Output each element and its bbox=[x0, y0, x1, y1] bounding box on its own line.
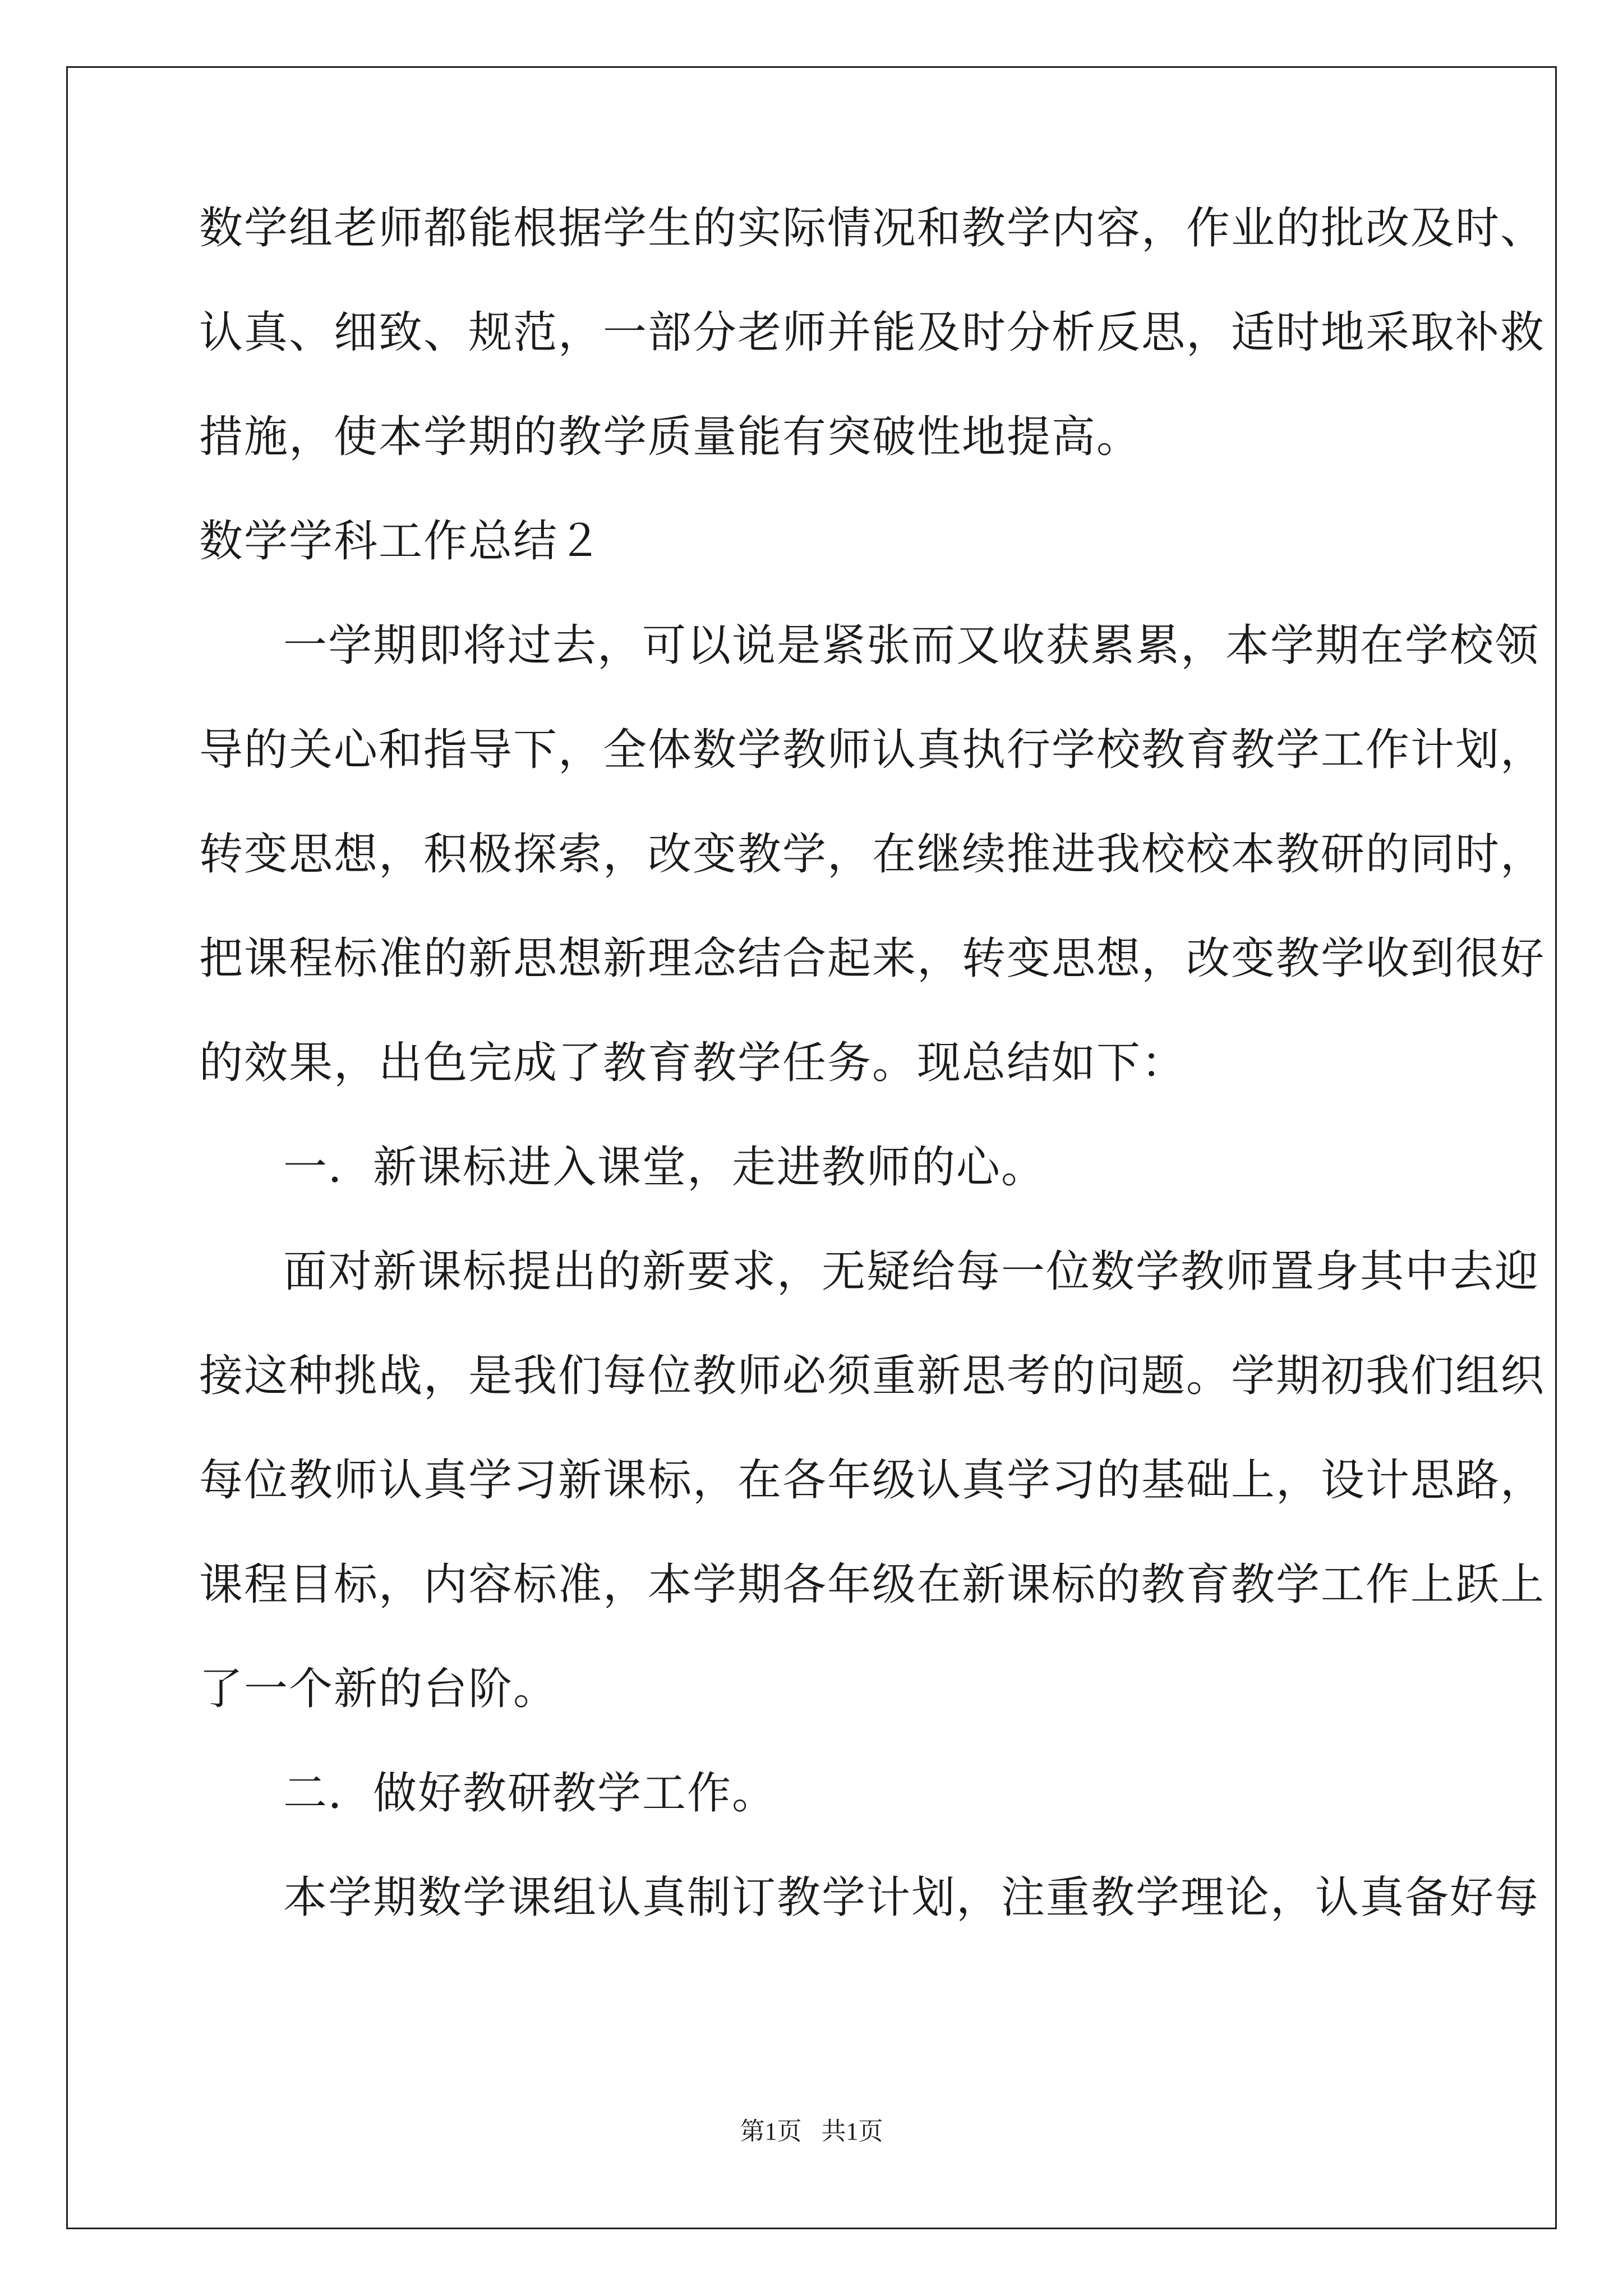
text-line: 转变思想，积极探索，改变教学，在继续推进我校校本教研的同时， bbox=[199, 829, 1546, 880]
text-line: 的效果，出色完成了教育教学任务。现总结如下： bbox=[199, 1038, 1187, 1088]
document-body bbox=[199, 202, 1546, 1976]
text-line: 一学期即将过去，可以说是紧张而又收获累累，本学期在学校领 bbox=[283, 620, 1540, 671]
page-footer bbox=[0, 2115, 1623, 2148]
text-line: 课程目标，内容标准，本学期各年级在新课标的教育教学工作上跃上 bbox=[199, 1559, 1546, 1610]
text-line: 措施，使本学期的教学质量能有突破性地提高。 bbox=[199, 412, 1142, 462]
section-heading: 数学学科工作总结２ bbox=[199, 516, 603, 567]
subheading: 一．新课标进入课堂，走进教师的心。 bbox=[283, 1142, 1046, 1193]
text-line: 本学期数学课组认真制订教学计划，注重教学理论，认真备好每 bbox=[283, 1872, 1540, 1923]
text-line: 把课程标准的新思想新理念结合起来，转变思想，改变教学收到很好 bbox=[199, 933, 1546, 984]
page-number: 第1页 bbox=[740, 2118, 802, 2145]
subheading: 二．做好教研教学工作。 bbox=[283, 1768, 777, 1819]
text-line: 接这种挑战，是我们每位教师必须重新思考的问题。学期初我们组织 bbox=[199, 1351, 1546, 1401]
text-line: 认真、细致、规范，一部分老师并能及时分析反思，适时地采取补救 bbox=[199, 307, 1546, 358]
text-line: 导的关心和指导下，全体数学教师认真执行学校教育教学工作计划， bbox=[199, 725, 1546, 775]
text-line: 数学组老师都能根据学生的实际情况和教学内容，作业的批改及时、 bbox=[199, 203, 1546, 254]
text-line: 每位教师认真学习新课标，在各年级认真学习的基础上，设计思路， bbox=[199, 1455, 1546, 1506]
text-line: 面对新课标提出的新要求，无疑给每一位数学教师置身其中去迎 bbox=[283, 1246, 1540, 1297]
text-line: 了一个新的台阶。 bbox=[199, 1664, 559, 1714]
page-total: 共1页 bbox=[821, 2118, 883, 2145]
